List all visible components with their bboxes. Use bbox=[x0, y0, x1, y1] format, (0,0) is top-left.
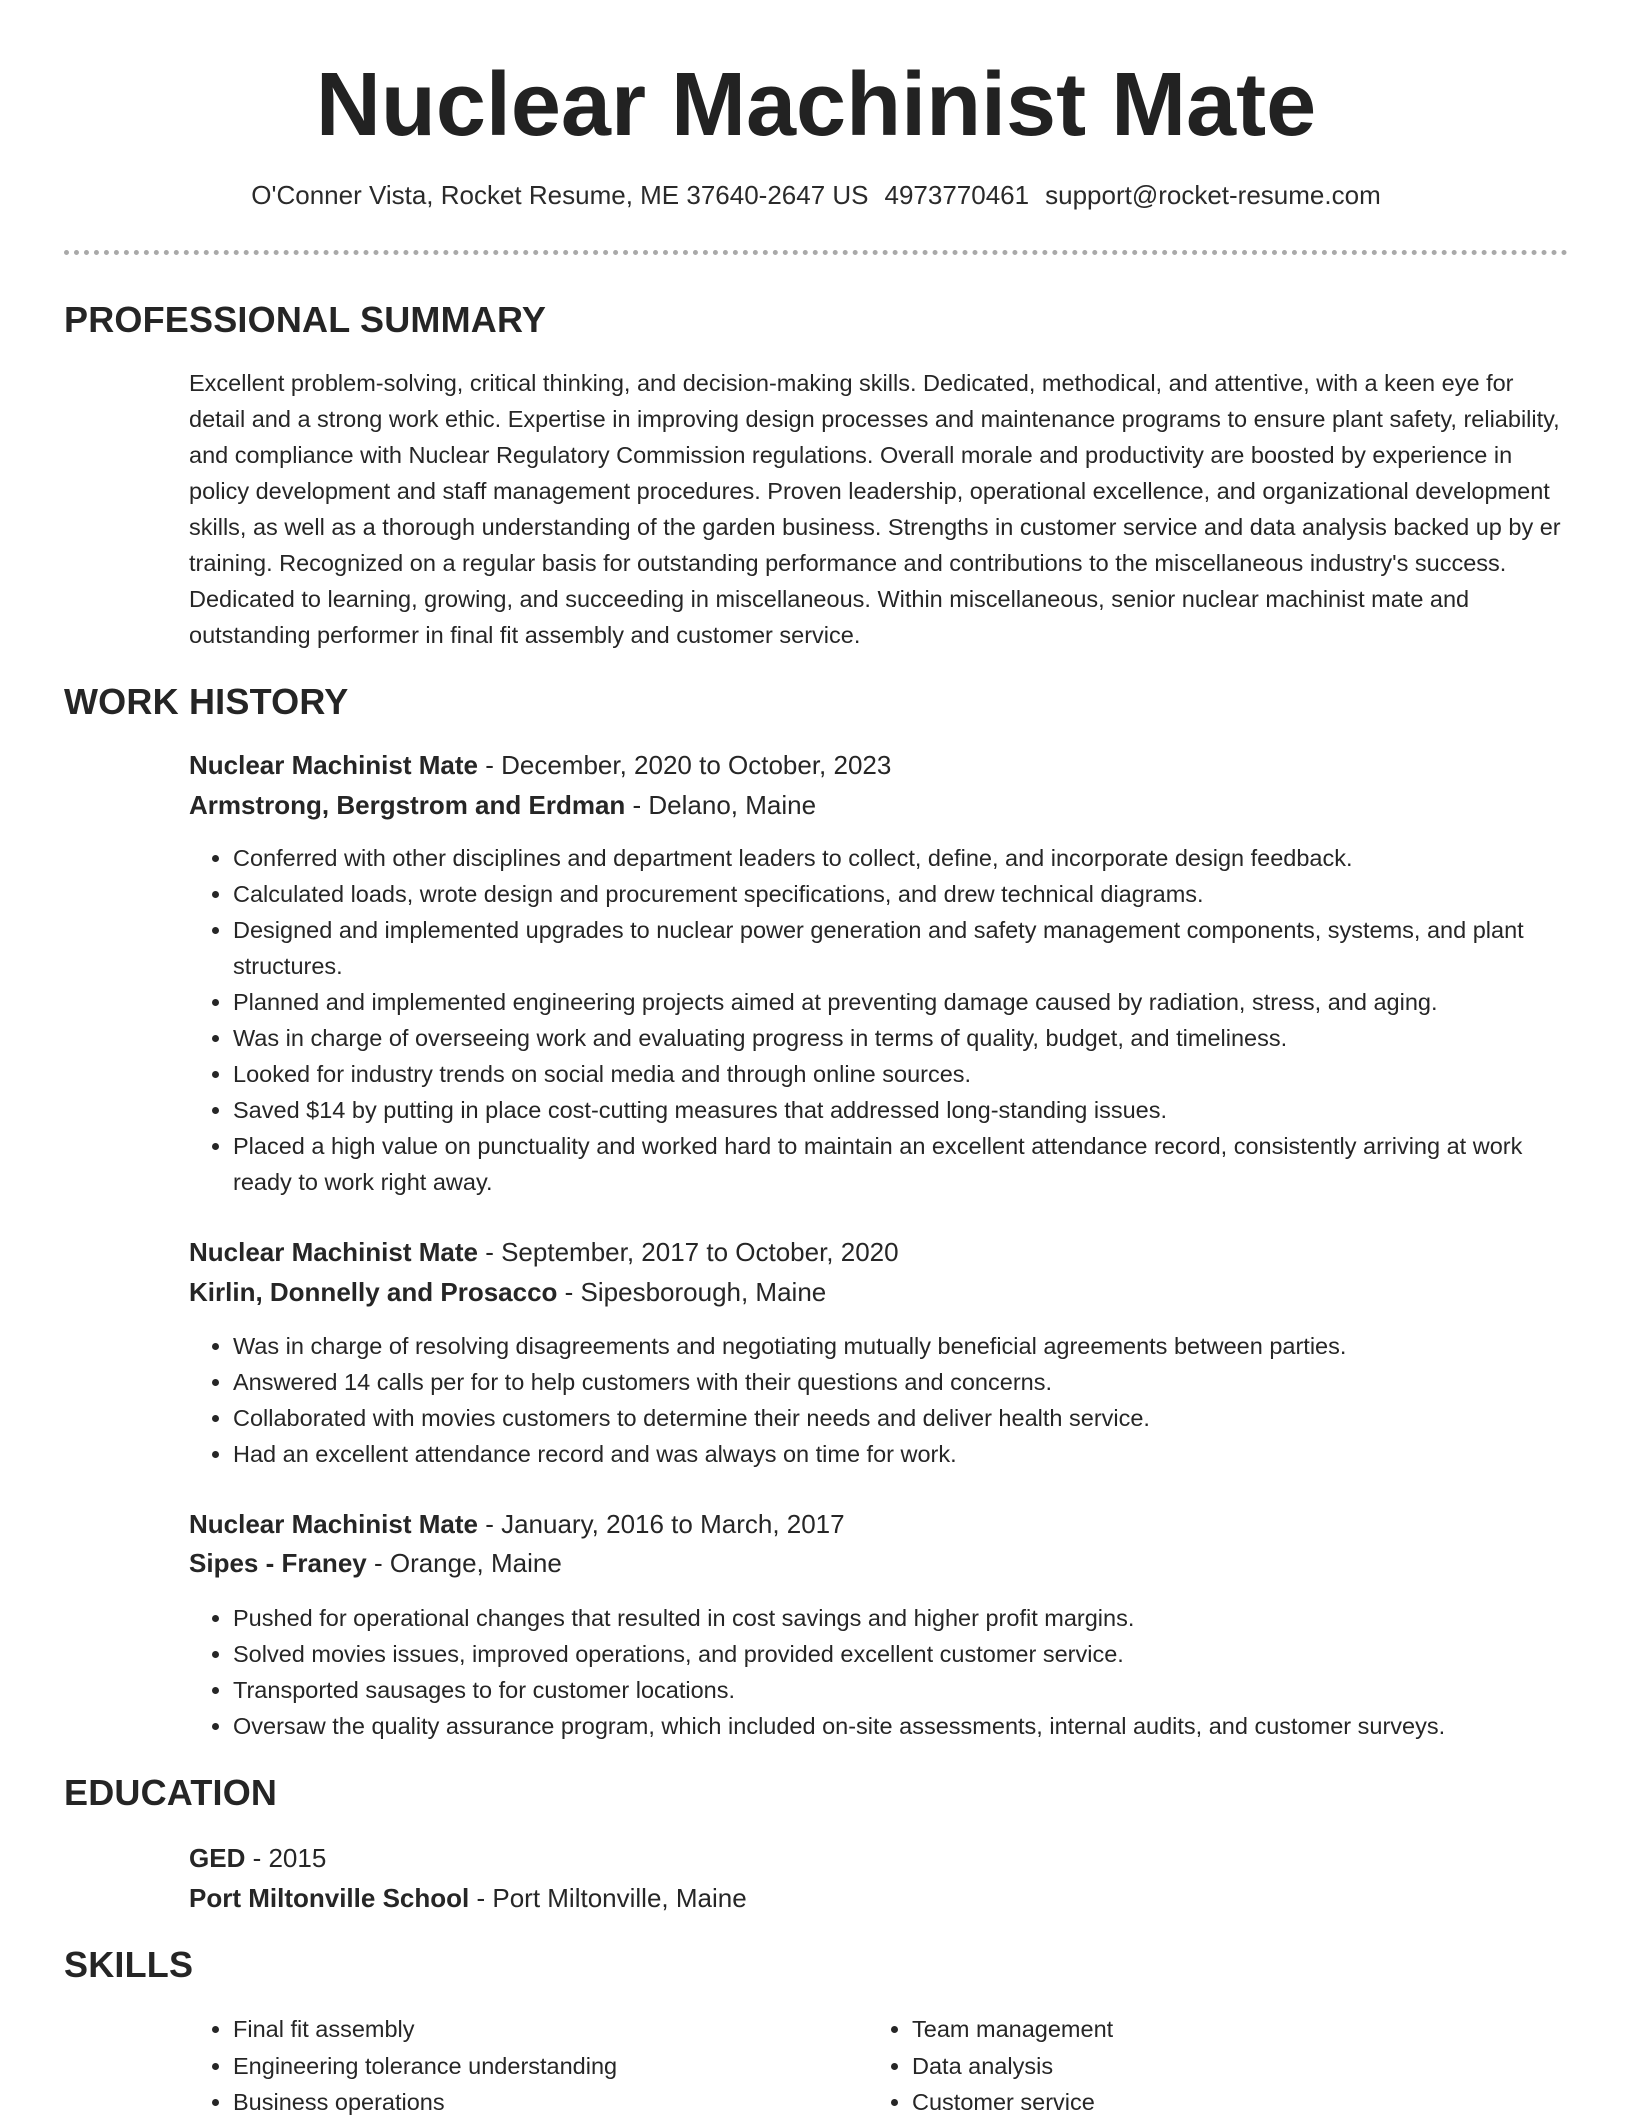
skill-item: • Team management bbox=[912, 2011, 1488, 2048]
job-bullet: • Collaborated with movies customers to determine their needs and deliver health service. bbox=[233, 1400, 1564, 1436]
job-title-line bbox=[189, 750, 891, 781]
job-bullet: • Planned and implemented engineering projects aimed at preventing damage caused by radiation, stress, and aging. bbox=[233, 984, 1564, 1020]
skill-item: • Engineering tolerance understanding bbox=[233, 2048, 809, 2085]
job-bullet: • Was in charge of resolving disagreements and negotiating mutually beneficial agreements between parties. bbox=[233, 1328, 1564, 1364]
job-bullet: • Answered 14 calls per for to help customers with their questions and concerns. bbox=[233, 1364, 1564, 1400]
education-location: - Port Miltonville, Maine bbox=[469, 1883, 747, 1913]
skills-list-left bbox=[189, 2011, 809, 2121]
summary-text: Excellent problem-solving, critical thinking, and decision-making skills. Dedicated, methodical, and attentive, with a keen eye for detail and a strong work ethic. Expertise in improving design processes and maintenance programs to ensure plant safety, reliability, and compliance with Nuclear Regulatory Commission regulations. Overall morale and productivity are boosted by experience in policy development and staff management procedures. Proven leadership, operational excellence, and organizational development skills, as well as a thorough understanding of the garden business. Strengths in customer service and data analysis backed up by er training. Recognized on a regular basis for outstanding performance and contributions to the miscellaneous industry's success. Dedicated to learning, growing, and succeeding in miscellaneous. Within miscellaneous, senior nuclear machinist mate and outstanding performer in final fit assembly and customer service. bbox=[189, 370, 1561, 648]
job-bullet: • Had an excellent attendance record and was always on time for work. bbox=[233, 1436, 1564, 1472]
job-title: Nuclear Machinist Mate bbox=[189, 1237, 478, 1267]
skill-item: • Data analysis bbox=[912, 2048, 1488, 2085]
job-title-line bbox=[189, 1237, 899, 1268]
job-bullets bbox=[189, 1600, 1564, 1744]
job-company-line bbox=[189, 1277, 826, 1308]
job-bullets bbox=[189, 1328, 1564, 1472]
job-bullet: • Solved movies issues, improved operations, and provided excellent customer service. bbox=[233, 1636, 1564, 1672]
contact-line bbox=[0, 180, 1632, 211]
job-dates: - December, 2020 to October, 2023 bbox=[477, 750, 892, 780]
skill-item: • Customer service bbox=[912, 2084, 1488, 2121]
job-title: Nuclear Machinist Mate bbox=[189, 750, 478, 780]
job-bullet: • Calculated loads, wrote design and procurement specifications, and drew technical diagrams. bbox=[233, 876, 1564, 912]
job-location: - Sipesborough, Maine bbox=[557, 1277, 827, 1307]
section-title-work: WORK HISTORY bbox=[64, 681, 349, 722]
job-bullet: • Oversaw the quality assurance program, which included on-site assessments, internal audits, and customer surveys. bbox=[233, 1708, 1564, 1744]
job-bullet: • Transported sausages to for customer locations. bbox=[233, 1672, 1564, 1708]
job-bullets bbox=[189, 840, 1564, 1200]
contact-email: support@rocket-resume.com bbox=[1045, 180, 1381, 210]
education-school: Port Miltonville School bbox=[189, 1883, 470, 1913]
section-title-summary: PROFESSIONAL SUMMARY bbox=[64, 299, 547, 340]
job-dates: - January, 2016 to March, 2017 bbox=[477, 1509, 845, 1539]
section-title-skills: SKILLS bbox=[64, 1944, 194, 1985]
education-degree: GED bbox=[189, 1843, 246, 1873]
job-company-line bbox=[189, 790, 816, 821]
job-company: Armstrong, Bergstrom and Erdman bbox=[189, 790, 626, 820]
job-dates: - September, 2017 to October, 2020 bbox=[477, 1237, 899, 1267]
job-title-line bbox=[189, 1509, 845, 1540]
job-company: Sipes - Franey bbox=[189, 1548, 367, 1578]
education-year: - 2015 bbox=[245, 1843, 327, 1873]
job-bullet: • Saved $14 by putting in place cost-cutting measures that addressed long-standing issues. bbox=[233, 1092, 1564, 1128]
skills-list-right bbox=[868, 2011, 1488, 2121]
section-title-education: EDUCATION bbox=[64, 1772, 278, 1813]
job-bullet: • Designed and implemented upgrades to nuclear power generation and safety management components, systems, and plant structures. bbox=[233, 912, 1564, 984]
job-bullet: • Conferred with other disciplines and department leaders to collect, define, and incorporate design feedback. bbox=[233, 840, 1564, 876]
education-degree-line bbox=[189, 1843, 326, 1874]
job-bullet: • Placed a high value on punctuality and worked hard to maintain an excellent attendance record, consistently arriving at work ready to work right away. bbox=[233, 1128, 1564, 1200]
job-company-line bbox=[189, 1548, 562, 1579]
education-school-line bbox=[189, 1883, 747, 1914]
job-location: - Delano, Maine bbox=[625, 790, 817, 820]
skill-item: • Business operations bbox=[233, 2084, 809, 2121]
job-bullet: • Was in charge of overseeing work and evaluating progress in terms of quality, budget, and timeliness. bbox=[233, 1020, 1564, 1056]
resume-name: Nuclear Machinist Mate bbox=[315, 55, 1317, 155]
job-bullet: • Looked for industry trends on social media and through online sources. bbox=[233, 1056, 1564, 1092]
job-title: Nuclear Machinist Mate bbox=[189, 1509, 478, 1539]
job-location: - Orange, Maine bbox=[366, 1548, 562, 1578]
job-bullet: • Pushed for operational changes that resulted in cost savings and higher profit margins. bbox=[233, 1600, 1564, 1636]
header-divider bbox=[64, 250, 1568, 255]
job-company: Kirlin, Donnelly and Prosacco bbox=[189, 1277, 558, 1307]
contact-phone: 4973770461 bbox=[884, 180, 1030, 210]
contact-address: O'Conner Vista, Rocket Resume, ME 37640-2647 US bbox=[251, 180, 869, 210]
skill-item: • Final fit assembly bbox=[233, 2011, 809, 2048]
